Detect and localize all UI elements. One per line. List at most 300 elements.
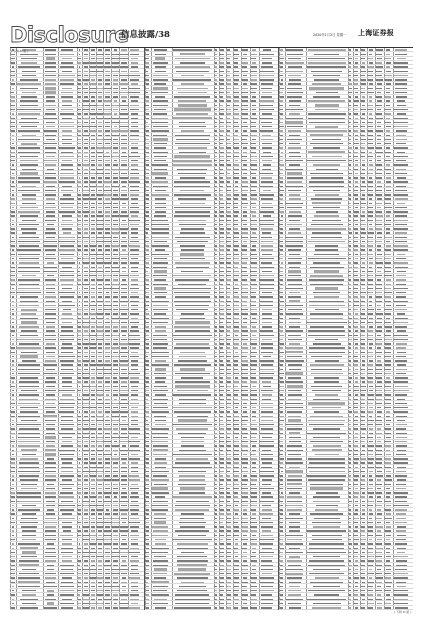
table-cell	[368, 237, 373, 238]
table-cell	[286, 245, 303, 246]
table-cell	[395, 309, 406, 310]
table-cell	[177, 560, 208, 561]
table-cell	[121, 313, 128, 314]
table-cell	[287, 126, 303, 127]
table-cell	[46, 343, 54, 345]
table-cell	[47, 594, 55, 595]
table-cell	[242, 232, 248, 233]
table-cell	[312, 390, 340, 391]
table-cell	[386, 556, 391, 557]
table-cell	[104, 88, 111, 89]
table-cell	[46, 139, 55, 140]
table-cell	[227, 565, 231, 566]
table-cell	[60, 198, 74, 199]
table-cell	[251, 573, 256, 574]
table-cell	[155, 326, 166, 328]
table-cell	[349, 569, 352, 570]
table-cell	[114, 441, 118, 442]
table-cell	[243, 54, 247, 55]
table-cell	[104, 118, 111, 119]
table-cell	[385, 373, 391, 374]
table-cell	[20, 172, 38, 174]
table-cell	[45, 279, 55, 280]
table-cell	[83, 326, 89, 327]
table-cell	[155, 198, 166, 199]
table-cell	[60, 535, 73, 536]
table-cell	[174, 207, 210, 208]
table-cell	[83, 100, 88, 101]
table-cell	[369, 62, 373, 63]
table-cell	[91, 194, 95, 195]
table-cell	[250, 83, 257, 84]
table-cell	[113, 203, 118, 204]
table-cell	[355, 586, 358, 587]
table-cell	[215, 322, 217, 323]
table-cell	[11, 560, 14, 561]
table-cell	[178, 360, 207, 361]
table-cell	[97, 326, 103, 327]
table-cell	[60, 586, 74, 587]
table-cell	[362, 211, 365, 212]
table-cell	[260, 441, 274, 442]
table-cell	[259, 279, 274, 280]
table-cell	[120, 552, 128, 553]
table-cell	[280, 594, 283, 595]
table-cell	[227, 143, 232, 144]
table-cell	[131, 271, 138, 272]
table-cell	[61, 607, 73, 608]
table-cell	[395, 83, 407, 84]
table-cell	[385, 254, 392, 255]
table-cell	[91, 109, 96, 110]
table-cell	[227, 569, 230, 570]
table-cell	[180, 518, 204, 519]
table-cell	[105, 462, 111, 463]
table-cell	[180, 232, 205, 233]
table-cell	[97, 577, 103, 578]
table-cell	[45, 313, 56, 314]
table-cell	[105, 207, 110, 208]
table-cell	[251, 441, 257, 442]
table-cell	[311, 224, 343, 225]
table-cell	[20, 407, 37, 408]
table-cell	[314, 79, 340, 80]
table-cell	[361, 420, 365, 421]
table-cell	[11, 582, 14, 583]
table-cell	[131, 543, 137, 544]
table-cell	[361, 526, 365, 527]
table-cell	[12, 164, 14, 165]
table-cell	[234, 586, 239, 587]
table-cell	[98, 484, 102, 485]
table-cell	[396, 347, 406, 348]
table-cell	[313, 428, 340, 429]
table-cell	[310, 484, 343, 485]
table-cell	[129, 373, 140, 374]
table-cell	[12, 339, 14, 340]
table-cell	[146, 130, 149, 131]
table-cell	[175, 237, 210, 238]
table-cell	[154, 313, 166, 314]
table-cell	[280, 203, 283, 204]
table-cell	[155, 368, 166, 370]
table-cell	[252, 347, 256, 348]
table-cell	[60, 339, 73, 340]
table-cell	[131, 309, 138, 310]
table-cell	[250, 522, 257, 523]
table-cell	[362, 433, 365, 434]
table-cell	[262, 318, 272, 319]
table-cell	[309, 352, 345, 353]
table-cell	[145, 369, 149, 370]
table-cell	[385, 335, 391, 336]
table-cell	[376, 173, 382, 174]
table-cell	[215, 335, 217, 336]
table-cell	[153, 343, 169, 344]
table-cell	[112, 54, 118, 55]
table-cell	[19, 394, 38, 395]
table-cell	[260, 513, 273, 514]
table-cell	[12, 224, 15, 225]
table-cell	[78, 130, 80, 131]
table-cell	[349, 139, 352, 140]
table-cell	[242, 305, 247, 306]
table-cell	[287, 488, 301, 489]
table-cell	[84, 207, 88, 208]
table-cell	[308, 258, 346, 259]
table-cell	[261, 560, 272, 561]
table-cell	[84, 496, 89, 497]
table-cell	[146, 548, 149, 549]
table-cell	[250, 309, 257, 310]
table-cell	[129, 433, 140, 434]
table-cell	[361, 249, 365, 250]
table-cell	[181, 513, 205, 514]
table-cell	[386, 186, 391, 187]
table-cell	[61, 152, 72, 153]
table-cell	[242, 586, 247, 587]
table-cell	[219, 126, 224, 127]
table-cell	[376, 535, 383, 536]
table-cell	[287, 458, 301, 459]
table-cell	[181, 552, 205, 553]
table-cell	[287, 279, 302, 280]
table-cell	[252, 109, 256, 110]
table-cell	[22, 360, 37, 361]
table-cell	[215, 488, 217, 489]
table-cell	[59, 390, 75, 391]
table-cell	[112, 135, 119, 136]
table-cell	[280, 313, 283, 314]
table-cell	[173, 424, 212, 425]
table-cell	[395, 394, 407, 395]
table-cell	[97, 590, 103, 591]
table-cell	[361, 254, 366, 255]
table-cell	[45, 518, 57, 519]
table-cell	[251, 543, 257, 544]
table-cell	[215, 471, 217, 472]
table-cell	[385, 428, 392, 429]
table-cell	[129, 335, 140, 336]
table-cell	[78, 343, 80, 344]
table-cell	[177, 88, 208, 89]
table-cell	[259, 288, 274, 289]
table-cell	[368, 139, 374, 140]
table-cell	[46, 330, 55, 331]
table-cell	[349, 343, 351, 344]
table-cell	[120, 105, 127, 106]
table-cell	[112, 586, 118, 587]
table-cell	[131, 279, 139, 280]
table-cell	[104, 181, 110, 182]
table-cell	[376, 394, 382, 395]
table-cell	[175, 530, 209, 531]
table-cell	[61, 445, 73, 446]
table-cell	[98, 292, 103, 293]
table-cell	[91, 164, 95, 165]
table-cell	[12, 66, 14, 67]
table-cell	[369, 513, 373, 514]
table-cell	[46, 377, 56, 378]
table-cell	[397, 420, 405, 421]
table-cell	[154, 513, 166, 514]
table-cell	[262, 399, 271, 400]
table-cell	[397, 152, 406, 153]
table-cell	[174, 573, 210, 575]
table-cell	[234, 390, 239, 391]
table-cell	[386, 450, 391, 451]
table-cell	[369, 224, 373, 225]
table-cell	[19, 343, 39, 344]
table-cell	[262, 450, 271, 451]
table-cell	[130, 560, 139, 561]
table-cell	[121, 565, 127, 566]
table-cell	[220, 177, 223, 178]
table-cell	[311, 71, 342, 72]
table-cell	[252, 177, 256, 178]
table-cell	[106, 152, 110, 153]
table-cell	[308, 565, 345, 566]
table-cell	[369, 479, 373, 480]
table-cell	[313, 556, 339, 557]
table-cell	[19, 237, 39, 238]
table-cell	[220, 407, 225, 408]
table-cell	[242, 484, 247, 485]
table-cell	[349, 207, 351, 208]
table-cell	[307, 322, 347, 323]
table-cell	[280, 360, 284, 361]
table-cell	[234, 475, 239, 476]
table-cell	[113, 313, 117, 314]
table-cell	[227, 88, 231, 89]
table-cell	[220, 565, 224, 566]
table-cell	[309, 181, 343, 182]
table-cell	[227, 79, 231, 80]
table-cell	[288, 419, 301, 421]
table-cell	[215, 548, 217, 549]
table-cell	[131, 160, 139, 161]
table-cell	[251, 156, 257, 157]
table-cell	[227, 339, 231, 340]
table-cell	[12, 535, 15, 536]
table-cell	[174, 326, 210, 328]
table-cell	[83, 237, 88, 238]
table-cell	[287, 560, 302, 562]
table-cell	[354, 241, 358, 242]
table-cell	[234, 318, 239, 319]
table-cell	[361, 586, 365, 587]
table-cell	[113, 543, 119, 544]
table-cell	[288, 390, 302, 391]
table-cell	[84, 364, 88, 365]
table-cell	[11, 122, 14, 123]
table-cell	[227, 181, 230, 182]
table-cell	[227, 364, 231, 365]
table-cell	[354, 462, 358, 463]
table-cell	[227, 526, 232, 527]
table-cell	[349, 173, 352, 174]
table-cell	[146, 356, 148, 357]
table-cell	[215, 49, 217, 50]
table-cell	[91, 530, 95, 531]
table-cell	[146, 301, 149, 302]
table-cell	[377, 381, 382, 382]
table-cell	[310, 487, 342, 489]
table-cell	[11, 565, 14, 566]
table-cell	[235, 352, 239, 353]
table-cell	[104, 147, 111, 148]
table-cell	[354, 356, 358, 357]
table-cell	[22, 590, 35, 591]
table-cell	[280, 228, 283, 229]
table-cell	[97, 62, 102, 63]
table-cell	[84, 381, 87, 382]
table-cell	[45, 177, 56, 178]
table-cell	[376, 284, 382, 285]
table-cell	[287, 207, 302, 208]
table-cell	[227, 318, 231, 319]
table-cell	[368, 437, 373, 438]
table-cell	[215, 262, 217, 263]
table-cell	[361, 130, 365, 131]
table-cell	[130, 177, 138, 178]
table-cell	[78, 441, 80, 442]
table-cell	[281, 79, 283, 80]
table-cell	[215, 249, 217, 250]
table-cell	[90, 130, 96, 131]
table-cell	[121, 49, 127, 50]
table-cell	[130, 211, 138, 212]
table-cell	[130, 207, 139, 208]
table-cell	[22, 530, 37, 531]
table-cell	[83, 258, 89, 259]
table-cell	[121, 296, 128, 297]
table-cell	[131, 126, 138, 127]
table-cell	[227, 66, 231, 67]
table-cell	[315, 509, 338, 511]
table-cell	[122, 271, 126, 272]
table-cell	[78, 352, 80, 353]
table-cell	[251, 118, 257, 119]
table-cell	[131, 364, 138, 365]
table-cell	[62, 228, 72, 229]
table-cell	[227, 275, 231, 276]
table-cell	[62, 58, 73, 59]
table-cell	[131, 492, 138, 493]
table-cell	[361, 335, 365, 336]
table-cell	[113, 501, 119, 502]
table-cell	[18, 177, 40, 178]
table-cell	[91, 437, 95, 438]
table-cell	[45, 75, 56, 76]
table-cell	[252, 215, 256, 216]
table-cell	[385, 407, 391, 408]
table-cell	[105, 228, 110, 229]
table-cell	[233, 420, 239, 421]
table-cell	[227, 254, 231, 255]
table-cell	[130, 241, 138, 242]
table-cell	[12, 420, 15, 421]
table-cell	[242, 356, 247, 357]
table-cell	[20, 607, 37, 608]
table-cell	[227, 326, 232, 327]
table-cell	[289, 300, 300, 302]
table-cell	[153, 530, 169, 532]
table-cell	[179, 126, 207, 127]
table-cell	[112, 198, 118, 199]
table-cell	[153, 284, 168, 285]
table-cell	[91, 441, 94, 442]
table-cell	[84, 275, 88, 276]
table-cell	[227, 105, 230, 106]
table-cell	[251, 339, 256, 340]
table-cell	[349, 62, 351, 63]
table-cell	[83, 535, 89, 536]
table-cell	[234, 356, 239, 357]
table-cell	[349, 560, 351, 561]
table-cell	[83, 198, 89, 199]
table-cell	[154, 241, 167, 242]
table-cell	[20, 207, 37, 208]
table-cell	[153, 390, 168, 391]
table-cell	[234, 386, 238, 387]
table-cell	[227, 479, 231, 480]
table-cell	[227, 560, 231, 561]
table-cell	[21, 313, 36, 315]
table-cell	[386, 539, 390, 540]
table-cell	[361, 424, 365, 425]
table-cell	[121, 582, 126, 583]
table-cell	[227, 492, 230, 493]
table-cell	[12, 424, 14, 425]
table-cell	[153, 449, 169, 451]
table-cell	[113, 352, 118, 353]
table-cell	[19, 467, 38, 468]
table-cell	[45, 54, 57, 55]
table-cell	[84, 484, 89, 485]
table-cell	[175, 305, 209, 306]
table-cell	[155, 211, 166, 212]
table-cell	[280, 343, 284, 344]
table-cell	[60, 335, 73, 336]
table-cell	[12, 194, 14, 195]
table-cell	[90, 105, 96, 106]
table-cell	[146, 484, 149, 485]
table-cell	[91, 369, 96, 370]
table-cell	[227, 126, 231, 127]
table-cell	[312, 539, 342, 540]
table-cell	[361, 301, 365, 302]
